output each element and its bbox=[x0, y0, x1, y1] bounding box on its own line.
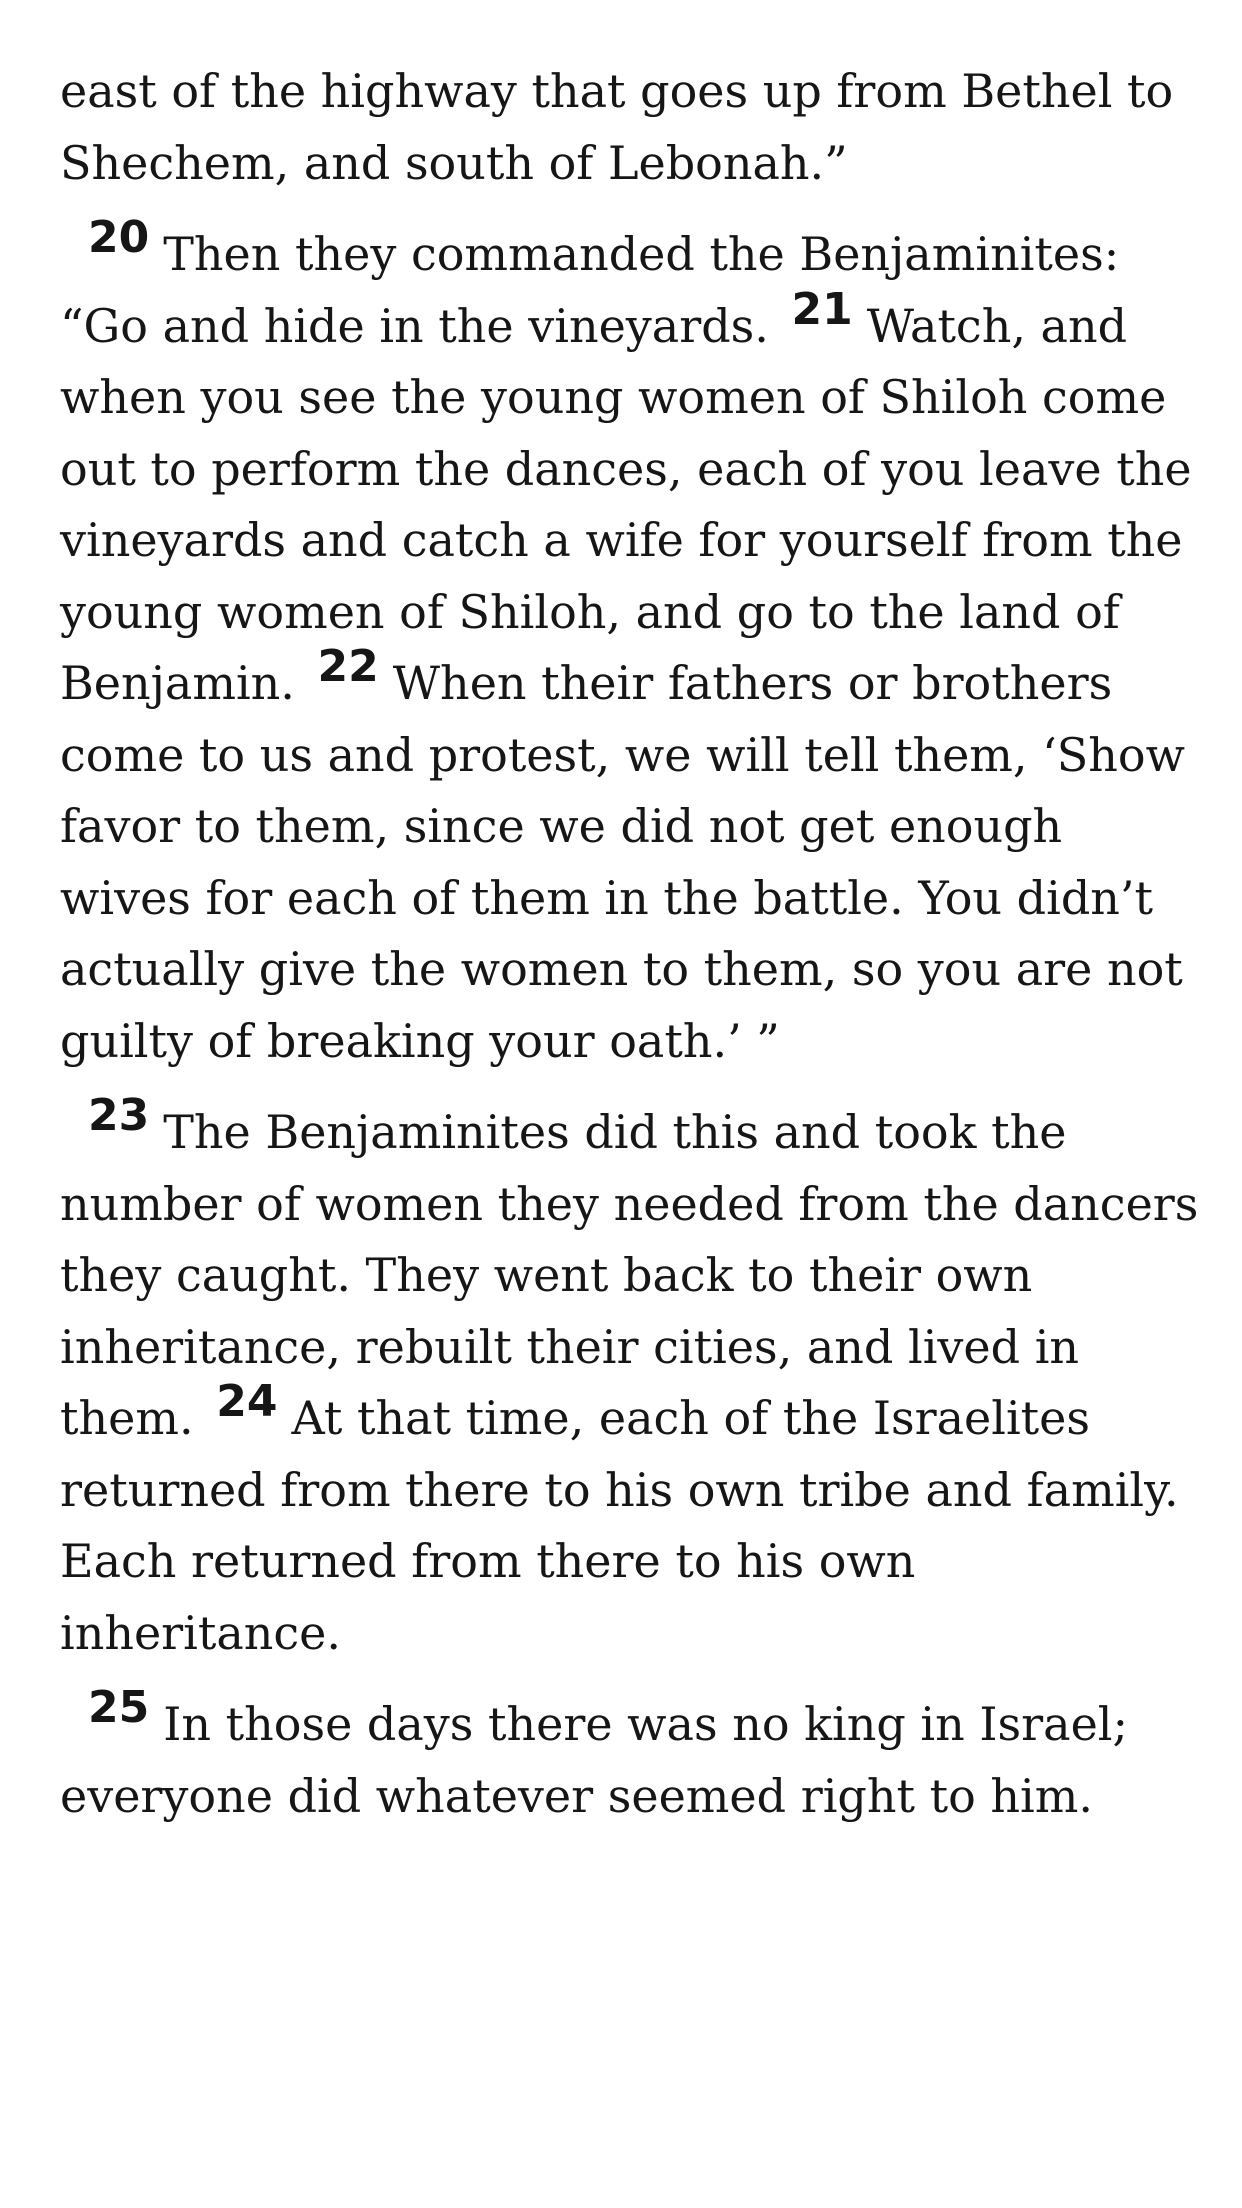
verse-number-24: 24 bbox=[216, 1376, 278, 1427]
verse-22-text: When their fathers or brothers come to us and protest, we will tell them, ‘Show favor to them, since we did not get enough wives for each of them in the battle. You didn’t actually give the women to them, so you are not guilty of breaking your oath.’ ” bbox=[60, 656, 1186, 1068]
verse-number-25: 25 bbox=[88, 1682, 150, 1733]
paragraph-3 bbox=[60, 1090, 1200, 1669]
paragraph-4 bbox=[60, 1682, 1200, 1832]
verse-number-21: 21 bbox=[791, 283, 853, 335]
verse-25-text: In those days there was no king in Israel; everyone did whatever seemed right to him. bbox=[60, 1697, 1128, 1823]
verse-number-22: 22 bbox=[317, 641, 379, 692]
paragraph-2 bbox=[60, 212, 1200, 1077]
verse-number-20: 20 bbox=[88, 212, 150, 263]
verse-19-tail-text: east of the highway that goes up from Bethel to Shechem, and south of Lebonah.” bbox=[60, 64, 1174, 190]
verse-20-text: Then they commanded the Benjaminites: “Go and hide in the vineyards. bbox=[60, 227, 1120, 353]
reading-pane[interactable] bbox=[60, 56, 1200, 1832]
paragraph-1 bbox=[60, 56, 1200, 199]
verse-number-23: 23 bbox=[88, 1090, 150, 1141]
verse-24-text: At that time, each of the Israelites returned from there to his own tribe and family. Each returned from there to his own inheritance. bbox=[60, 1391, 1179, 1660]
verse-21-text: Watch, and when you see the young women of Shiloh come out to perform the dances, each of you leave the vineyards and catch a wife for yourself from the young women of Shiloh, and go to the land of Benjamin. bbox=[60, 298, 1192, 710]
verse-23-text: The Benjaminites did this and took the number of women they needed from the dancers they caught. They went back to their own inheritance, rebuilt their cities, and lived in them. bbox=[60, 1105, 1199, 1445]
